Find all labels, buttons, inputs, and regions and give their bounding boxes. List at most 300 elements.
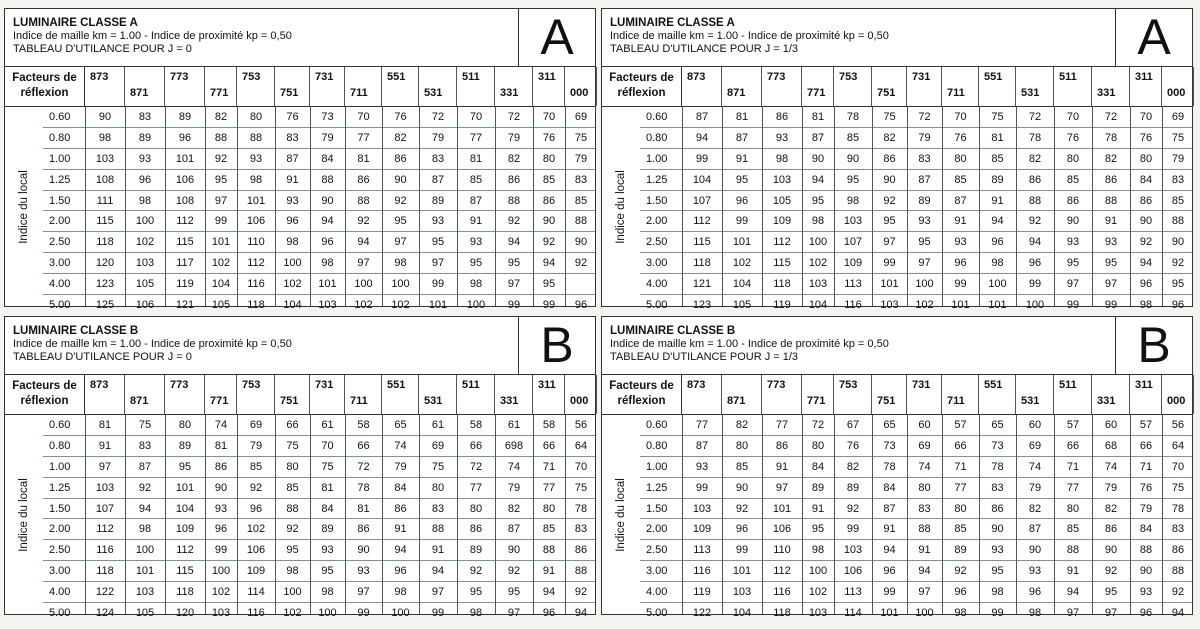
table-cell: 93 bbox=[469, 236, 483, 249]
table-cell: 89 bbox=[469, 544, 483, 557]
table-cell: 100 bbox=[211, 565, 231, 578]
table-cell: 95 bbox=[811, 523, 825, 536]
table-cell: 99 bbox=[991, 607, 1004, 620]
table-cell: 93 bbox=[1066, 236, 1080, 249]
table-cell: 102 bbox=[732, 257, 752, 270]
column-header: 711 bbox=[942, 67, 979, 106]
table-cell: 100 bbox=[391, 607, 410, 620]
grid-line bbox=[125, 107, 126, 306]
table-cell: 96 bbox=[394, 565, 407, 578]
table-cell: 96 bbox=[214, 523, 228, 536]
table-body bbox=[602, 415, 1192, 620]
table-cell: 97 bbox=[431, 257, 445, 270]
room-index: 5.00 bbox=[49, 607, 71, 620]
table-cell: 96 bbox=[735, 523, 749, 536]
table-cell: 75 bbox=[138, 419, 152, 431]
table-cell: 95 bbox=[431, 236, 445, 249]
table-cell: 103 bbox=[772, 173, 792, 186]
table-cell: 57 bbox=[1139, 419, 1153, 431]
side-label: Indice du local bbox=[18, 477, 30, 552]
table-cell: 105 bbox=[772, 194, 792, 207]
grid-line bbox=[565, 107, 566, 306]
table-cell: 91 bbox=[1066, 565, 1080, 578]
table-cell: 101 bbox=[135, 565, 155, 578]
table-cell: 93 bbox=[991, 544, 1004, 557]
column-header: 711 bbox=[942, 375, 979, 414]
table-cell: 106 bbox=[843, 565, 863, 578]
table-cell: 67 bbox=[846, 419, 860, 431]
table-cell: 72 bbox=[507, 111, 521, 123]
table-cell: 81 bbox=[357, 502, 370, 515]
table-cell: 92 bbox=[1171, 586, 1185, 599]
grid-line bbox=[382, 415, 383, 614]
table-cell: 90 bbox=[321, 194, 334, 207]
table-cell: 94 bbox=[542, 586, 556, 599]
grid-line bbox=[382, 107, 383, 306]
table-cell: 87 bbox=[954, 194, 967, 207]
table-cell: 75 bbox=[286, 439, 299, 452]
column-header: 711 bbox=[345, 67, 382, 106]
class-letter: A bbox=[1115, 9, 1192, 66]
grid-line bbox=[1092, 107, 1093, 306]
grid-line bbox=[834, 107, 835, 306]
table-cell: 88 bbox=[249, 131, 263, 144]
grid-line bbox=[345, 415, 346, 614]
table-cell: 88 bbox=[214, 131, 228, 144]
table-cell: 86 bbox=[1139, 194, 1153, 207]
table-cell: 100 bbox=[915, 607, 934, 620]
table-cell: 122 bbox=[692, 607, 712, 620]
table-cell: 93 bbox=[214, 502, 228, 515]
table-cell: 96 bbox=[1028, 586, 1042, 599]
table-cell: 83 bbox=[431, 152, 445, 165]
table-cell: 91 bbox=[775, 460, 789, 473]
table-cell: 85 bbox=[991, 152, 1004, 165]
panel-header bbox=[5, 9, 595, 67]
table-cell: 94 bbox=[138, 502, 152, 515]
column-header: 871 bbox=[125, 67, 165, 106]
grid-line bbox=[942, 107, 943, 306]
column-header-row bbox=[5, 375, 595, 415]
column-header: 751 bbox=[275, 375, 310, 414]
table-cell: 95 bbox=[178, 460, 192, 473]
table-cell: 88 bbox=[574, 565, 588, 578]
room-index: 2.50 bbox=[49, 544, 71, 557]
table-cell: 95 bbox=[846, 173, 860, 186]
table-cell: 111 bbox=[96, 194, 114, 207]
index-line: Indice de maille km = 1.00 - Indice de proximité kp = 0,50 bbox=[13, 338, 292, 350]
table-cell: 72 bbox=[811, 419, 825, 431]
grid-line bbox=[872, 415, 873, 614]
room-index: 1.25 bbox=[49, 173, 71, 186]
table-cell: 109 bbox=[246, 565, 266, 578]
table-cell: 102 bbox=[283, 607, 302, 620]
table-cell: 94 bbox=[357, 236, 370, 249]
table-cell: 96 bbox=[574, 299, 588, 312]
table-cell: 78 bbox=[1171, 502, 1185, 515]
column-header: 773 bbox=[165, 375, 205, 414]
table-cell: 82 bbox=[1104, 152, 1118, 165]
table-cell: 99 bbox=[883, 257, 896, 270]
grid-line bbox=[205, 415, 206, 614]
table-cell: 101 bbox=[732, 236, 752, 249]
column-header: 751 bbox=[275, 67, 310, 106]
table-cell: 91 bbox=[883, 523, 896, 536]
table-cell: 101 bbox=[732, 565, 752, 578]
column-header: 731 bbox=[907, 67, 942, 106]
table-cell: 91 bbox=[735, 152, 749, 165]
room-index: 2.00 bbox=[49, 523, 71, 536]
column-header: 773 bbox=[762, 67, 802, 106]
table-cell: 112 bbox=[176, 544, 194, 557]
table-cell: 66 bbox=[1139, 439, 1153, 452]
table-cell: 70 bbox=[469, 111, 483, 123]
table-cell: 87 bbox=[695, 439, 709, 452]
table-cell: 93 bbox=[286, 194, 299, 207]
table-cell: 102 bbox=[246, 523, 266, 536]
table-cell: 99 bbox=[954, 278, 967, 291]
room-index: 2.00 bbox=[646, 215, 668, 228]
room-index: 0.80 bbox=[49, 131, 71, 144]
grid-line bbox=[979, 415, 980, 614]
table-cell: 75 bbox=[991, 111, 1004, 123]
room-index: 1.00 bbox=[49, 460, 71, 473]
grid-line bbox=[722, 415, 723, 614]
table-cell: 76 bbox=[1139, 131, 1153, 144]
grid-line bbox=[722, 107, 723, 306]
table-cell: 78 bbox=[1104, 131, 1118, 144]
table-cell: 69 bbox=[1028, 439, 1042, 452]
table-cell: 80 bbox=[918, 481, 931, 494]
table-cell: 118 bbox=[176, 586, 194, 599]
table-cell: 76 bbox=[846, 439, 860, 452]
class-letter: A bbox=[518, 9, 595, 66]
table-cell: 104 bbox=[211, 278, 231, 291]
table-cell: 83 bbox=[138, 111, 152, 123]
table-cell: 85 bbox=[735, 460, 749, 473]
room-index: 2.50 bbox=[49, 236, 71, 249]
column-header: 753 bbox=[834, 67, 872, 106]
table-cell: 81 bbox=[214, 439, 228, 452]
table-cell: 118 bbox=[247, 299, 265, 312]
table-cell: 110 bbox=[773, 544, 791, 557]
table-cell: 85 bbox=[954, 523, 967, 536]
table-cell: 79 bbox=[249, 439, 263, 452]
room-index: 2.00 bbox=[49, 215, 71, 228]
table-cell: 73 bbox=[321, 111, 334, 123]
table-cell: 90 bbox=[846, 152, 860, 165]
table-cell: 95 bbox=[1104, 586, 1118, 599]
table-cell: 95 bbox=[542, 278, 556, 291]
table-cell: 124 bbox=[95, 607, 115, 620]
table-cell: 83 bbox=[1171, 173, 1185, 186]
table-cell: 56 bbox=[1171, 419, 1185, 431]
table-cell: 112 bbox=[773, 236, 791, 249]
reflection-factors-label: Facteurs de réflexion bbox=[5, 375, 85, 414]
table-cell: 65 bbox=[394, 419, 407, 431]
table-cell: 98 bbox=[249, 173, 263, 186]
table-cell: 77 bbox=[775, 419, 789, 431]
table-cell: 95 bbox=[507, 257, 521, 270]
table-cell: 98 bbox=[469, 607, 483, 620]
table-cell: 94 bbox=[431, 565, 445, 578]
table-cell: 98 bbox=[991, 257, 1004, 270]
table-cell: 104 bbox=[808, 299, 828, 312]
utilance-table-panel bbox=[4, 316, 596, 620]
room-index: 0.80 bbox=[646, 131, 668, 144]
table-cell: 96 bbox=[1139, 607, 1153, 620]
table-cell: 87 bbox=[469, 194, 483, 207]
table-cell: 71 bbox=[542, 460, 556, 473]
grid-line bbox=[1016, 415, 1017, 614]
room-index: 4.00 bbox=[646, 586, 668, 599]
table-cell: 98 bbox=[811, 215, 825, 228]
table-cell: 93 bbox=[138, 152, 152, 165]
table-cell: 97 bbox=[918, 257, 931, 270]
table-cell: 103 bbox=[880, 299, 899, 312]
table-cell: 58 bbox=[542, 419, 556, 431]
room-index: 1.25 bbox=[49, 481, 71, 494]
table-cell: 92 bbox=[1028, 215, 1042, 228]
grid-line bbox=[1130, 107, 1131, 306]
grid-line bbox=[125, 415, 126, 614]
table-cell: 98 bbox=[321, 586, 334, 599]
grid-line bbox=[565, 415, 566, 614]
table-cell: 57 bbox=[954, 419, 967, 431]
table-cell: 79 bbox=[1104, 481, 1118, 494]
table-cell: 88 bbox=[1104, 194, 1118, 207]
table-cell: 83 bbox=[286, 131, 299, 144]
table-cell: 113 bbox=[844, 586, 862, 599]
table-cell: 87 bbox=[695, 111, 709, 123]
grid-line bbox=[205, 107, 206, 306]
table-cell: 99 bbox=[846, 523, 860, 536]
table-cell: 82 bbox=[846, 460, 860, 473]
table-cell: 94 bbox=[542, 257, 556, 270]
table-cell: 97 bbox=[507, 607, 521, 620]
table-cell: 78 bbox=[1028, 131, 1042, 144]
column-header: 873 bbox=[682, 375, 722, 414]
table-cell: 93 bbox=[695, 460, 709, 473]
table-cell: 66 bbox=[542, 439, 556, 452]
table-cell: 95 bbox=[394, 215, 407, 228]
table-cell: 102 bbox=[808, 586, 828, 599]
table-cell: 99 bbox=[214, 215, 228, 228]
table-cell: 86 bbox=[775, 111, 789, 123]
table-cell: 69 bbox=[918, 439, 931, 452]
grid-line bbox=[165, 107, 166, 306]
table-cell: 69 bbox=[249, 419, 263, 431]
table-cell: 95 bbox=[991, 565, 1004, 578]
table-cell: 88 bbox=[1139, 544, 1153, 557]
table-cell: 97 bbox=[394, 236, 407, 249]
table-cell: 97 bbox=[357, 257, 370, 270]
table-cell: 77 bbox=[469, 131, 483, 144]
table-cell: 82 bbox=[883, 131, 896, 144]
table-cell: 115 bbox=[176, 565, 194, 578]
table-cell: 119 bbox=[773, 299, 791, 312]
table-cell: 116 bbox=[693, 565, 711, 578]
luminaire-title: LUMINAIRE CLASSE B bbox=[610, 325, 736, 337]
table-cell: 112 bbox=[247, 257, 265, 270]
table-cell: 109 bbox=[843, 257, 863, 270]
table-cell: 77 bbox=[469, 481, 483, 494]
table-cell: 88 bbox=[1028, 194, 1042, 207]
table-cell: 103 bbox=[318, 299, 337, 312]
column-header: 731 bbox=[310, 67, 345, 106]
table-cell: 84 bbox=[1139, 523, 1153, 536]
table-cell: 97 bbox=[1104, 278, 1118, 291]
table-cell: 75 bbox=[1171, 481, 1185, 494]
table-cell: 102 bbox=[915, 299, 934, 312]
table-cell: 82 bbox=[735, 419, 749, 431]
grid-line bbox=[237, 415, 238, 614]
grid-line bbox=[495, 415, 496, 614]
column-header: 531 bbox=[419, 375, 457, 414]
table-cell: 95 bbox=[507, 586, 521, 599]
table-cell: 92 bbox=[357, 215, 370, 228]
table-title: TABLEAU D'UTILANCE POUR J = 1/3 bbox=[610, 351, 799, 363]
table-cell: 92 bbox=[1104, 565, 1118, 578]
table-cell: 85 bbox=[954, 173, 967, 186]
table-cell: 90 bbox=[1171, 236, 1185, 249]
table-cell: 79 bbox=[1139, 502, 1153, 515]
room-index: 0.60 bbox=[646, 419, 668, 431]
grid-line bbox=[310, 415, 311, 614]
table-cell: 99 bbox=[883, 586, 896, 599]
table-cell: 100 bbox=[391, 278, 410, 291]
table-cell: 102 bbox=[391, 299, 410, 312]
table-cell: 76 bbox=[954, 131, 967, 144]
table-cell: 95 bbox=[469, 586, 483, 599]
column-header-row bbox=[602, 375, 1192, 415]
grid-line bbox=[942, 415, 943, 614]
column-header: 511 bbox=[1054, 67, 1092, 106]
table-cell: 58 bbox=[469, 419, 483, 431]
table-cell: 80 bbox=[735, 439, 749, 452]
table-cell: 120 bbox=[95, 257, 115, 270]
table-cell: 88 bbox=[1171, 215, 1185, 228]
table-cell: 69 bbox=[574, 111, 588, 123]
table-cell: 81 bbox=[469, 152, 483, 165]
table-cell: 99 bbox=[1066, 299, 1080, 312]
table-cell: 99 bbox=[735, 544, 749, 557]
table-cell: 86 bbox=[775, 439, 789, 452]
table-cell: 61 bbox=[431, 419, 445, 431]
table-cell: 100 bbox=[135, 215, 155, 228]
table-cell: 81 bbox=[98, 419, 112, 431]
reflection-factors-label: Facteurs de réflexion bbox=[602, 67, 682, 106]
column-header: 000 bbox=[1162, 67, 1194, 106]
table-cell: 100 bbox=[988, 278, 1007, 291]
grid-line bbox=[1054, 107, 1055, 306]
table-cell: 92 bbox=[1139, 236, 1153, 249]
table-cell: 80 bbox=[178, 419, 192, 431]
table-cell: 94 bbox=[918, 565, 931, 578]
table-cell: 90 bbox=[542, 215, 556, 228]
table-cell: 76 bbox=[394, 111, 407, 123]
panel-header bbox=[5, 317, 595, 375]
table-cell: 84 bbox=[321, 152, 334, 165]
table-cell: 117 bbox=[176, 257, 194, 270]
table-cell: 105 bbox=[135, 278, 155, 291]
table-cell: 85 bbox=[286, 481, 299, 494]
table-cell: 100 bbox=[283, 257, 302, 270]
reflection-factors-label: Facteurs de réflexion bbox=[602, 375, 682, 414]
room-index: 1.50 bbox=[49, 502, 71, 515]
table-cell: 66 bbox=[1066, 439, 1080, 452]
table-cell: 118 bbox=[773, 607, 791, 620]
table-cell: 94 bbox=[394, 544, 407, 557]
table-cell: 89 bbox=[138, 131, 152, 144]
table-cell: 83 bbox=[138, 439, 152, 452]
table-cell: 78 bbox=[883, 460, 896, 473]
table-cell: 98 bbox=[394, 586, 407, 599]
table-cell: 80 bbox=[1139, 152, 1153, 165]
table-cell: 79 bbox=[1028, 481, 1042, 494]
luminaire-title: LUMINAIRE CLASSE A bbox=[13, 17, 138, 29]
table-cell: 100 bbox=[808, 565, 828, 578]
table-cell: 95 bbox=[811, 194, 825, 207]
table-cell: 68 bbox=[1104, 439, 1118, 452]
table-cell: 94 bbox=[991, 215, 1004, 228]
table-cell: 91 bbox=[918, 544, 931, 557]
grid-line bbox=[1016, 107, 1017, 306]
table-cell: 90 bbox=[1066, 215, 1080, 228]
table-cell: 75 bbox=[431, 460, 445, 473]
table-cell: 86 bbox=[357, 523, 370, 536]
table-cell: 92 bbox=[507, 215, 521, 228]
table-cell: 75 bbox=[574, 481, 588, 494]
side-label: Indice du local bbox=[18, 169, 30, 244]
room-index: 2.00 bbox=[646, 523, 668, 536]
table-title: TABLEAU D'UTILANCE POUR J = 1/3 bbox=[610, 43, 799, 55]
table-cell: 95 bbox=[214, 173, 228, 186]
table-cell: 108 bbox=[95, 173, 115, 186]
table-cell: 86 bbox=[214, 460, 228, 473]
table-cell: 93 bbox=[1028, 565, 1042, 578]
table-cell: 96 bbox=[286, 215, 299, 228]
grid-line bbox=[495, 107, 496, 306]
column-header: 871 bbox=[722, 375, 762, 414]
table-cell: 105 bbox=[732, 299, 752, 312]
table-cell: 91 bbox=[431, 544, 445, 557]
table-cell: 99 bbox=[695, 481, 709, 494]
table-cell: 97 bbox=[1066, 607, 1080, 620]
grid-line bbox=[419, 415, 420, 614]
column-header: 511 bbox=[1054, 375, 1092, 414]
column-header: 531 bbox=[1016, 67, 1054, 106]
table-cell: 104 bbox=[175, 502, 195, 515]
table-cell: 86 bbox=[991, 502, 1004, 515]
table-cell: 82 bbox=[507, 152, 521, 165]
table-cell: 122 bbox=[95, 586, 115, 599]
table-cell: 93 bbox=[1139, 586, 1153, 599]
table-cell: 77 bbox=[542, 481, 556, 494]
table-cell: 86 bbox=[1066, 194, 1080, 207]
table-cell: 101 bbox=[428, 299, 448, 312]
table-cell: 98 bbox=[1139, 299, 1153, 312]
table-cell: 91 bbox=[991, 194, 1004, 207]
table-cell: 96 bbox=[321, 236, 334, 249]
table-cell: 113 bbox=[693, 544, 711, 557]
table-cell: 80 bbox=[469, 502, 483, 515]
table-cell: 69 bbox=[431, 439, 445, 452]
grid-line bbox=[275, 415, 276, 614]
room-index: 0.80 bbox=[49, 439, 71, 452]
column-header: 000 bbox=[565, 375, 597, 414]
table-cell: 90 bbox=[357, 544, 370, 557]
